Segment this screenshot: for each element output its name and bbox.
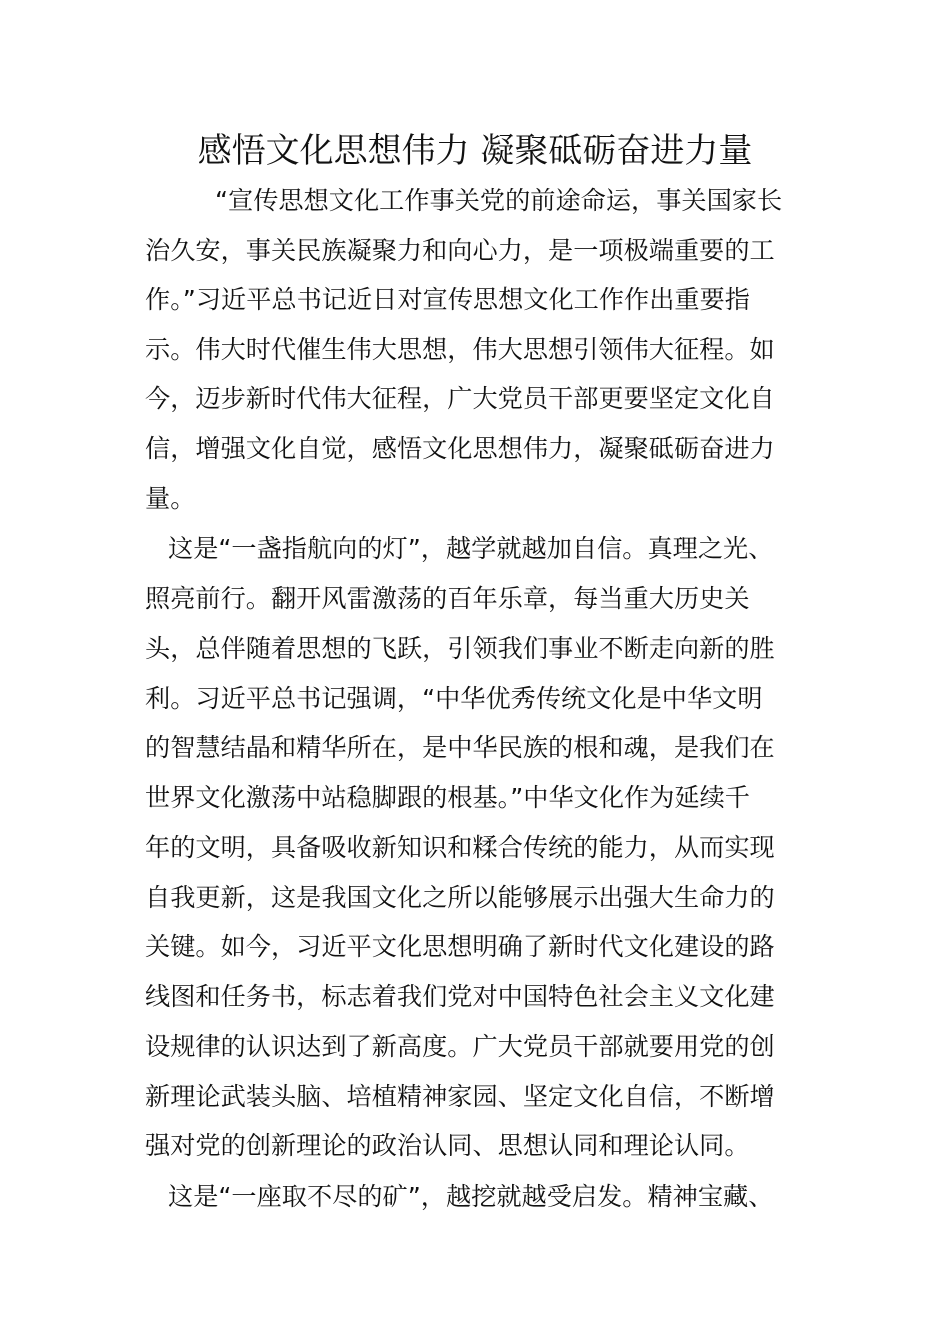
- paragraph-line: 这是“一座取不尽的矿”，越挖就越受启发。精神宝藏、: [168, 1182, 774, 1211]
- paragraph-line: 关键。如今，习近平文化思想明确了新时代文化建设的路: [145, 932, 775, 961]
- paragraph-line: 作。”习近平总书记近日对宣传思想文化工作作出重要指: [145, 285, 750, 314]
- paragraph-line: 治久安，事关民族凝聚力和向心力，是一项极端重要的工: [145, 236, 775, 265]
- paragraph-line: 世界文化激荡中站稳脚跟的根基。”中华文化作为延续千: [145, 783, 750, 812]
- paragraph-line: 线图和任务书，标志着我们党对中国特色社会主义文化建: [145, 982, 775, 1011]
- paragraph-line: 照亮前行。翻开风雷激荡的百年乐章，每当重大历史关: [145, 584, 750, 613]
- paragraph-line: “宣传思想文化工作事关党的前途命运，事关国家长: [215, 186, 783, 215]
- paragraph-line: 的智慧结晶和精华所在，是中华民族的根和魂，是我们在: [145, 733, 775, 762]
- paragraph-line: 头，总伴随着思想的飞跃，引领我们事业不断走向新的胜: [145, 634, 775, 663]
- paragraph-line: 这是“一盏指航向的灯”，越学就越加自信。真理之光、: [168, 534, 774, 563]
- paragraph-line: 自我更新，这是我国文化之所以能够展示出强大生命力的: [145, 883, 775, 912]
- paragraph-line: 信，增强文化自觉，感悟文化思想伟力，凝聚砥砺奋进力: [145, 434, 775, 463]
- document-title: 感悟文化思想伟力 凝聚砥砺奋进力量: [197, 131, 753, 171]
- paragraph-line: 利。习近平总书记强调，“中华优秀传统文化是中华文明: [145, 684, 763, 713]
- paragraph-line: 设规律的认识达到了新高度。广大党员干部就要用党的创: [145, 1032, 775, 1061]
- paragraph-line: 新理论武装头脑、培植精神家园、坚定文化自信，不断增: [145, 1082, 775, 1111]
- paragraph-line: 今，迈步新时代伟大征程，广大党员干部更要坚定文化自: [145, 384, 775, 413]
- paragraph-line: 强对党的创新理论的政治认同、思想认同和理论认同。: [145, 1131, 750, 1160]
- paragraph-line: 量。: [145, 484, 196, 513]
- paragraph-line: 年的文明，具备吸收新知识和糅合传统的能力，从而实现: [145, 833, 775, 862]
- paragraph-line: 示。伟大时代催生伟大思想，伟大思想引领伟大征程。如: [145, 335, 775, 364]
